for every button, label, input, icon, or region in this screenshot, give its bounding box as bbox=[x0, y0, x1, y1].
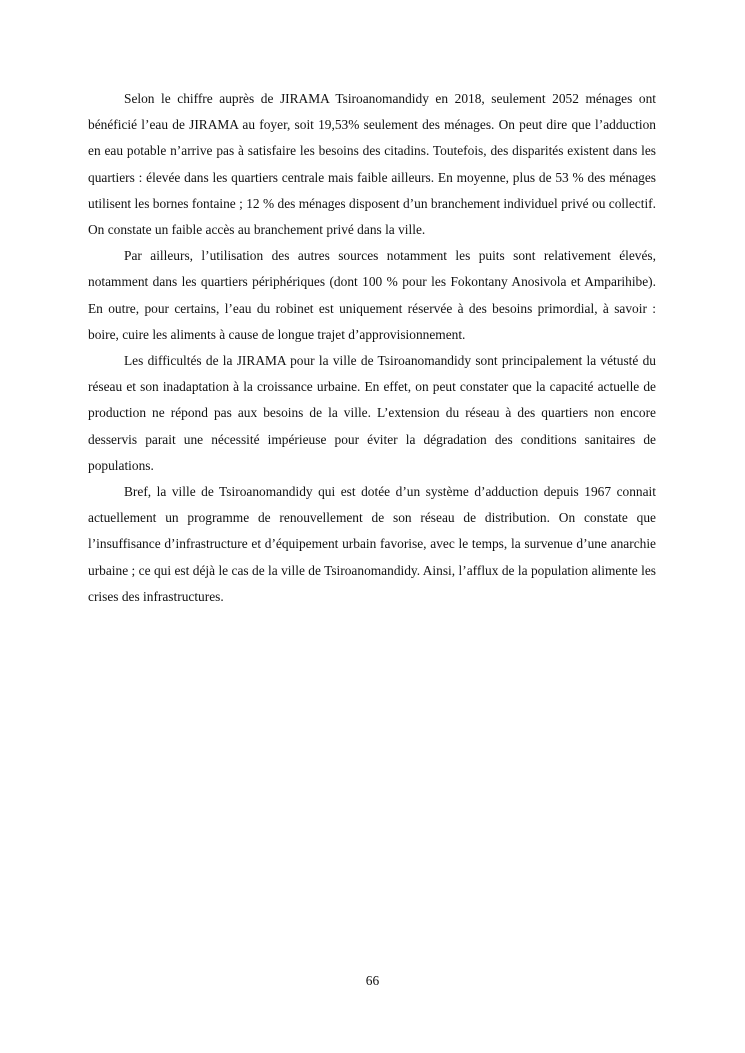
paragraph-other-water-sources: Par ailleurs, l’utilisation des autres sources notamment les puits sont relativement élevés, notamment dans les quartiers périphériques (dont 100 % pour les Fokontany Anosivola et Amparihibe). En outre, pour certains, l’eau du robinet est uniquement réservée à des besoins primordial, à savoir : boire, cuire les aliments à cause de longue trajet d’approvisionnement. bbox=[88, 248, 656, 342]
paragraph-jirama-statistics: Selon le chiffre auprès de JIRAMA Tsiroanomandidy en 2018, seulement 2052 ménages ont bénéficié l’eau de JIRAMA au foyer, soit 19,53% seulement des ménages. On peut dire que l’adduction en eau potable n’arrive pas à satisfaire les besoins des citadins. Toutefois, des disparités existent dans les quartiers : élevée dans les quartiers centrale mais faible ailleurs. En moyenne, plus de 53 % des ménages utilisent les bornes fontaine ; 12 % des ménages disposent d’un branchement individuel privé ou collectif. On constate un faible accès au branchement privé dans la ville. bbox=[88, 91, 656, 238]
paragraph-jirama-difficulties: Les difficultés de la JIRAMA pour la ville de Tsiroanomandidy sont principalement la vétusté du réseau et son inadaptation à la croissance urbaine. En effet, on peut constater que la capacité actuelle de production ne répond pas aux besoins de la ville. L’extension du réseau à des quartiers non encore desservis parait une nécessité impérieuse pour éviter la dégradation des conditions sanitaires de populations. bbox=[88, 353, 656, 473]
page-number: 66 bbox=[365, 973, 380, 988]
page-body bbox=[88, 86, 656, 610]
paragraph-conclusion: Bref, la ville de Tsiroanomandidy qui est dotée d’un système d’adduction depuis 1967 connait actuellement un programme de renouvellement de son réseau de distribution. On constate que l’insuffisance d’infrastructure et d’équipement urbain favorise, avec le temps, la survenue d’une anarchie urbaine ; ce qui est déjà le cas de la ville de Tsiroanomandidy. Ainsi, l’afflux de la population alimente les crises des infrastructures. bbox=[88, 484, 656, 604]
